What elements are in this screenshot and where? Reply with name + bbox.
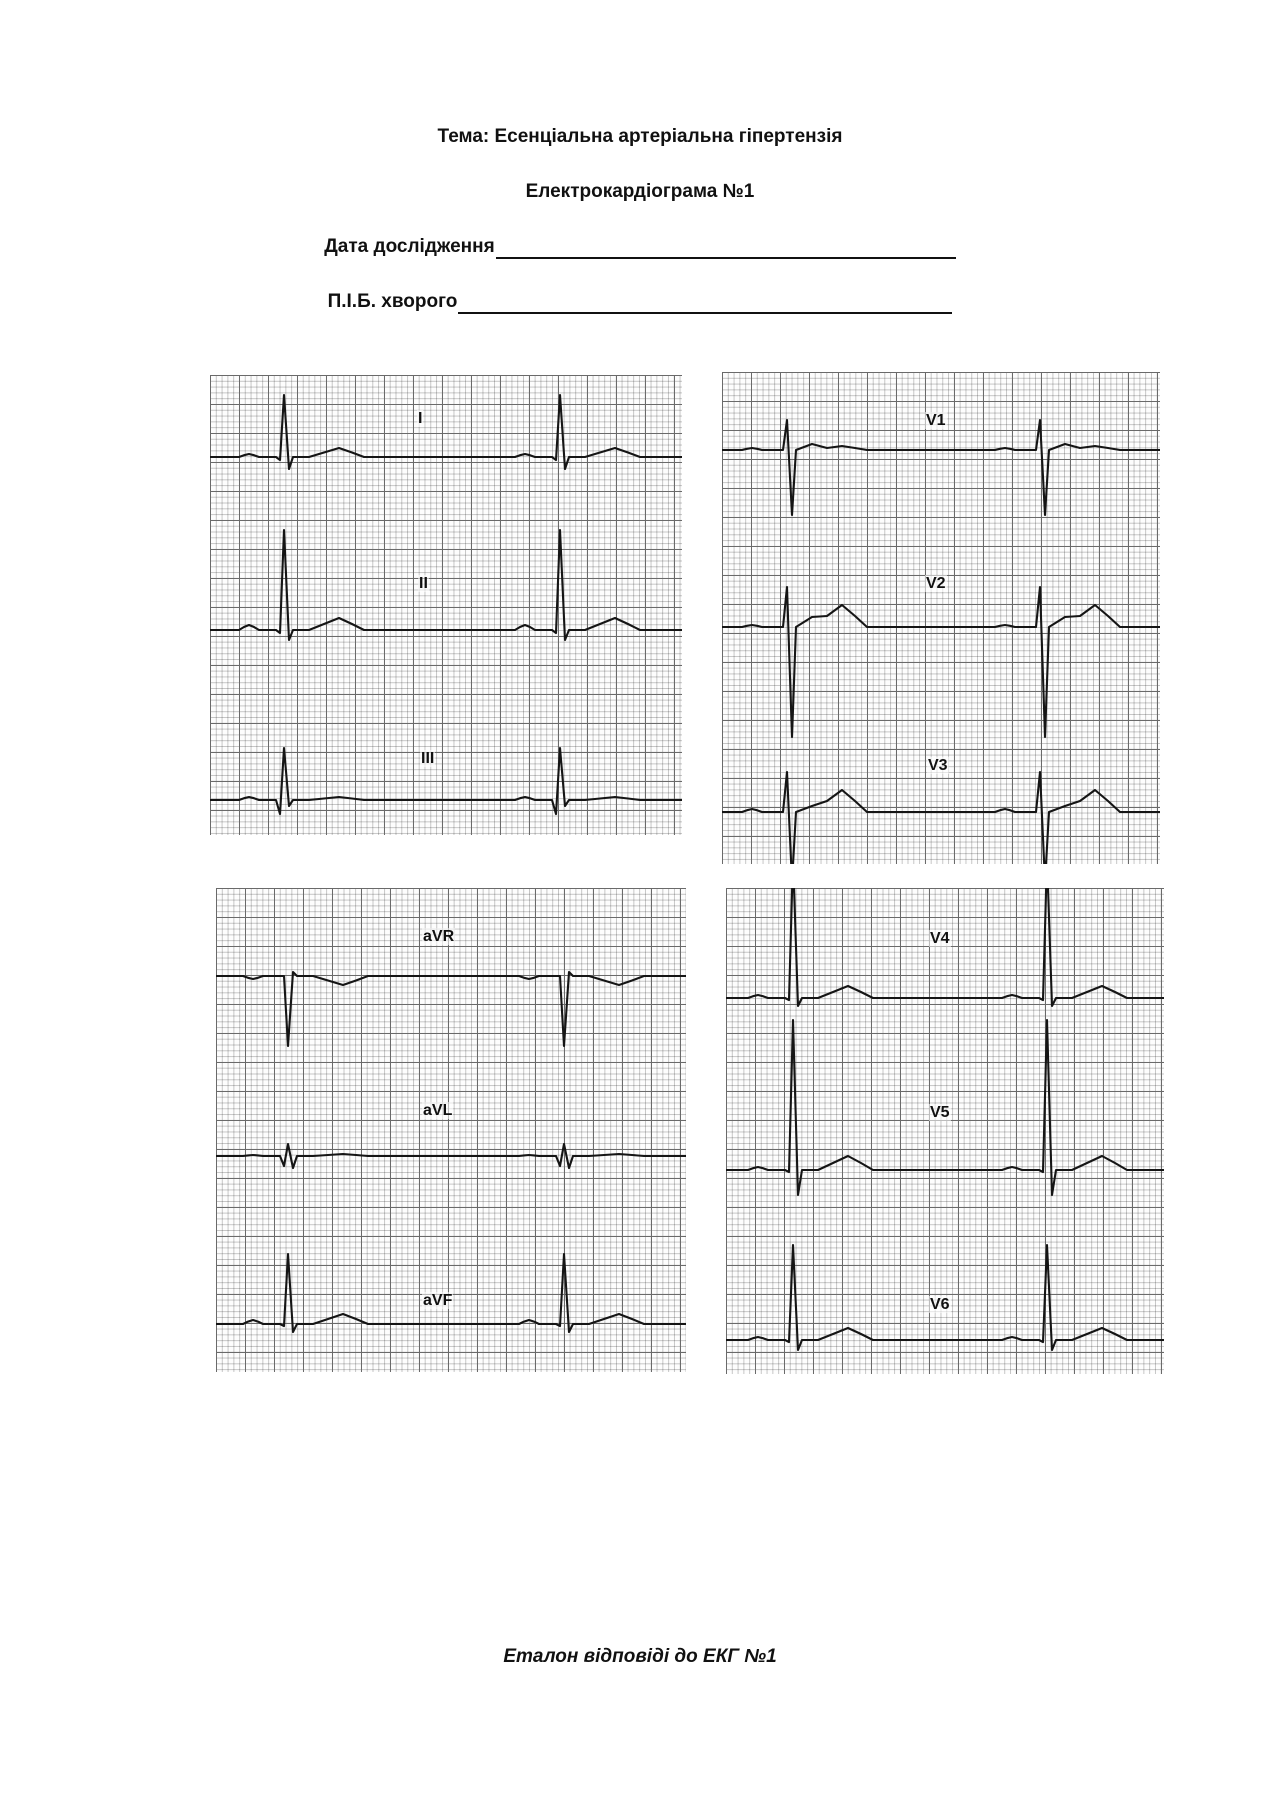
date-field[interactable]: [496, 239, 956, 259]
patient-row: [0, 290, 1280, 314]
ecg-trace: [216, 972, 686, 1046]
ecg-trace: [726, 888, 1164, 1006]
ecg-panel-chest-leads-v4-v6: [726, 888, 1164, 1374]
lead-label-III: III: [421, 750, 435, 767]
ecg-trace: [210, 530, 682, 640]
lead-label-II: II: [419, 575, 428, 592]
ecg-trace: [210, 748, 682, 814]
patient-label: П.І.Б. хворого: [327, 291, 458, 312]
ecg-panel-chest-leads-v1-v3: [722, 372, 1160, 864]
ecg-trace: [210, 395, 682, 469]
lead-label-V4: V4: [930, 930, 950, 947]
lead-label-aVR: aVR: [423, 928, 455, 945]
ecg-traces-chest-upper: [722, 372, 1160, 864]
ecg-panel-augmented-leads: [216, 888, 686, 1372]
ecg-traces-limb: [210, 375, 682, 835]
ecg-trace: [722, 772, 1160, 864]
lead-label-V2: V2: [926, 575, 946, 592]
ecg-trace: [722, 420, 1160, 515]
ecg-panel-limb-leads: [210, 375, 682, 835]
topic-heading: Тема: Есенціальна артеріальна гіпертензія: [437, 126, 843, 147]
lead-label-aVL: aVL: [423, 1102, 453, 1119]
answer-title: Еталон відповіді до ЕКГ №1: [503, 1646, 777, 1667]
lead-label-V3: V3: [928, 757, 948, 774]
lead-label-I: I: [418, 410, 423, 427]
lead-label-aVF: aVF: [423, 1292, 453, 1309]
ecg-trace: [722, 587, 1160, 737]
date-row: [0, 235, 1280, 259]
ecg-trace: [216, 1144, 686, 1168]
lead-label-V1: V1: [926, 412, 946, 429]
lead-label-V5: V5: [930, 1104, 950, 1121]
date-label: Дата дослідження: [324, 236, 495, 257]
ecg-title: Електрокардіограма №1: [525, 181, 755, 202]
lead-label-V6: V6: [930, 1296, 950, 1313]
patient-field[interactable]: [458, 294, 952, 314]
